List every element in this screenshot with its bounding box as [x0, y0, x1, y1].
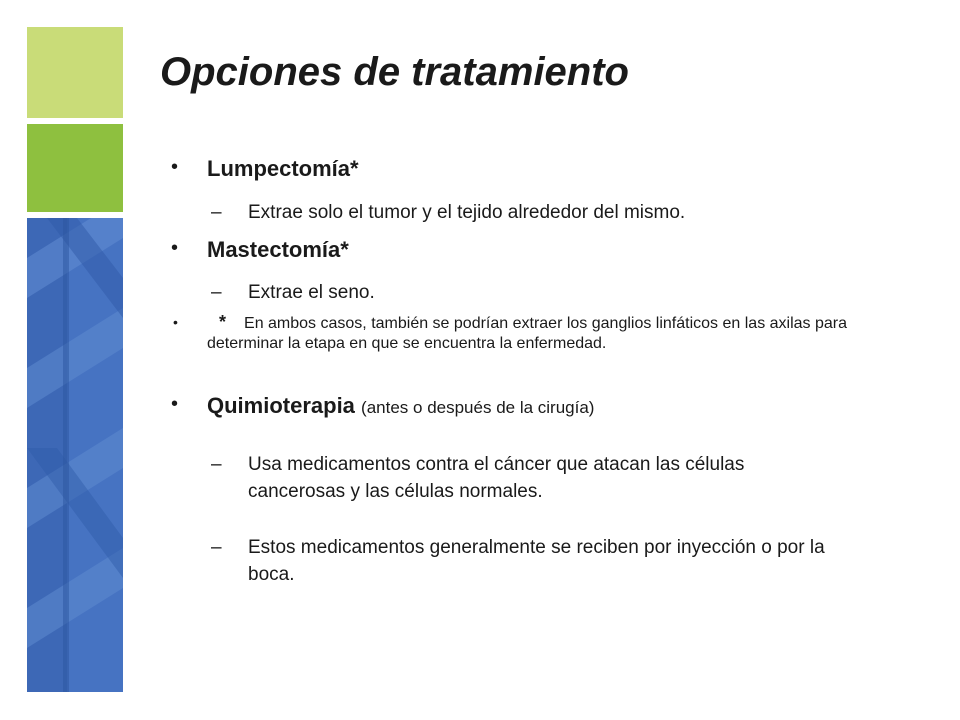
- bullet-dot: •: [171, 237, 179, 259]
- page-title: Opciones de tratamiento: [160, 50, 629, 94]
- bullet-label: Quimioterapia: [207, 393, 355, 418]
- bullet-mastectomia: [171, 237, 349, 263]
- sub-quimio-1: [211, 451, 828, 505]
- bullet-quimioterapia: [171, 393, 595, 419]
- sub-dash: –: [211, 202, 222, 223]
- bullet-label: Mastectomía*: [207, 237, 349, 262]
- sub-mastectomia: [211, 279, 375, 306]
- bullet-dot: •: [171, 156, 179, 178]
- sub-dash: –: [211, 454, 222, 475]
- bullet-dot: •: [173, 314, 178, 330]
- bullet-label: Lumpectomía*: [207, 156, 359, 181]
- sub-quimio-2: [211, 534, 828, 588]
- note-text: En ambos casos, también se podrían extraer los ganglios linfáticos en las axilas para determinar la etapa en que se encuentra la enfermedad.: [207, 315, 848, 352]
- sub-text: Estos medicamentos generalmente se reciben por inyección o por la boca.: [248, 537, 825, 585]
- sub-dash: –: [211, 537, 222, 558]
- sub-text: Extrae solo el tumor y el tejido alrededor del mismo.: [248, 202, 686, 223]
- sub-lumpectomia: [211, 199, 686, 226]
- sub-text: Usa medicamentos contra el cáncer que atacan las células cancerosas y las células normales.: [248, 454, 745, 502]
- note-star: *: [219, 312, 227, 332]
- bullet-dot: •: [171, 393, 179, 415]
- sub-dash: –: [211, 282, 222, 303]
- bullet-lumpectomia: [171, 156, 359, 182]
- sub-text: Extrae el seno.: [248, 282, 375, 303]
- note-paragraph: [173, 312, 887, 354]
- bullet-paren: (antes o después de la cirugía): [361, 398, 595, 417]
